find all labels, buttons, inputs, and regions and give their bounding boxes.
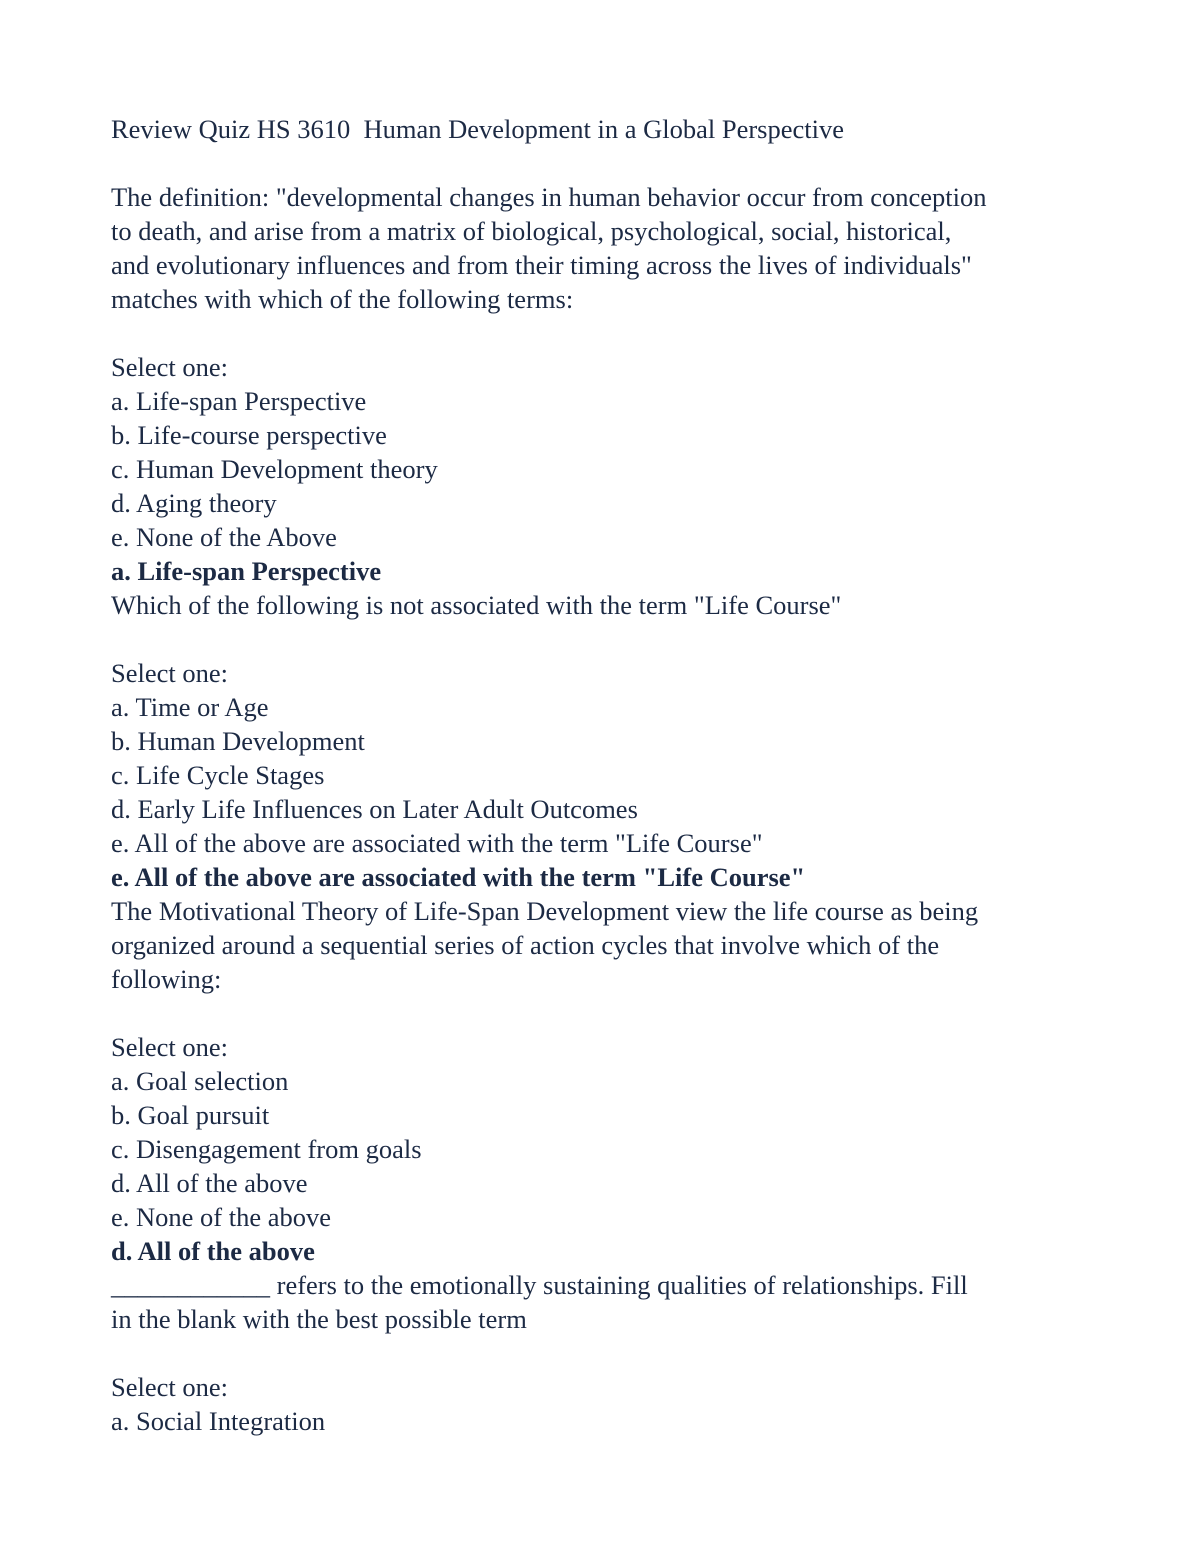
- question-2-text-line-1: Which of the following is not associated with the term "Life Course": [111, 590, 842, 620]
- question-1-text-line-3: and evolutionary influences and from their timing across the lives of individuals": [111, 250, 972, 280]
- question-3-text-line-1: The Motivational Theory of Life-Span Development view the life course as being: [111, 896, 979, 926]
- question-2-option-b: b. Human Development: [111, 726, 365, 756]
- spacer: [111, 996, 1111, 1030]
- question-2-option-d: d. Early Life Influences on Later Adult Outcomes: [111, 794, 638, 824]
- question-1-text-line-2: to death, and arise from a matrix of biological, psychological, social, historical,: [111, 216, 952, 246]
- question-1-option-b: b. Life-course perspective: [111, 420, 387, 450]
- question-4-text-line-1: ____________ refers to the emotionally sustaining qualities of relationships. Fill: [111, 1270, 968, 1300]
- question-1-text-line-4: matches with which of the following terms:: [111, 284, 574, 314]
- question-3-option-e: e. None of the above: [111, 1202, 332, 1232]
- question-3-prompt: Select one:: [111, 1032, 228, 1062]
- question-2-option-a: a. Time or Age: [111, 692, 269, 722]
- document-body: [111, 112, 1111, 1438]
- question-1-answer: a. Life-span Perspective: [111, 556, 382, 586]
- spacer: [111, 146, 1111, 180]
- question-4-prompt: Select one:: [111, 1372, 228, 1402]
- question-3-option-d: d. All of the above: [111, 1168, 308, 1198]
- question-2-prompt: Select one:: [111, 658, 228, 688]
- question-3-option-b: b. Goal pursuit: [111, 1100, 270, 1130]
- question-3: [111, 894, 1111, 1268]
- question-3-option-c: c. Disengagement from goals: [111, 1134, 422, 1164]
- question-3-text-line-2: organized around a sequential series of action cycles that involve which of the: [111, 930, 940, 960]
- question-3-option-a: a. Goal selection: [111, 1066, 289, 1096]
- spacer: [111, 316, 1111, 350]
- question-4-option-a: a. Social Integration: [111, 1406, 326, 1436]
- question-3-answer: d. All of the above: [111, 1236, 315, 1266]
- question-1-prompt: Select one:: [111, 352, 228, 382]
- question-2: [111, 588, 1111, 894]
- spacer: [111, 1336, 1111, 1370]
- question-4-text-line-2: in the blank with the best possible term: [111, 1304, 527, 1334]
- question-1-option-e: e. None of the Above: [111, 522, 337, 552]
- question-2-answer: e. All of the above are associated with the term "Life Course": [111, 862, 806, 892]
- question-2-option-e: e. All of the above are associated with the term "Life Course": [111, 828, 763, 858]
- question-1: [111, 180, 1111, 588]
- question-2-option-c: c. Life Cycle Stages: [111, 760, 325, 790]
- spacer: [111, 622, 1111, 656]
- question-3-text-line-3: following:: [111, 964, 222, 994]
- question-1-option-c: c. Human Development theory: [111, 454, 438, 484]
- document-title: Review Quiz HS 3610 Human Development in a Global Perspective: [111, 114, 845, 144]
- question-4: [111, 1268, 1111, 1438]
- question-1-text-line-1: The definition: "developmental changes in human behavior occur from conception: [111, 182, 987, 212]
- question-1-option-a: a. Life-span Perspective: [111, 386, 367, 416]
- question-1-option-d: d. Aging theory: [111, 488, 277, 518]
